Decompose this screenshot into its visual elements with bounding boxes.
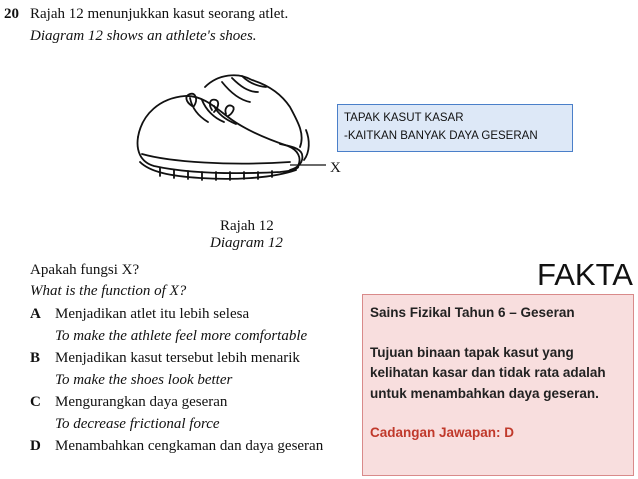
option-a-letter: A — [30, 306, 41, 322]
fact-box — [362, 294, 634, 476]
question-text-malay: Rajah 12 menunjukkan kasut seorang atlet. — [30, 6, 289, 22]
athlete-shoes-illustration — [130, 62, 330, 197]
fact-subject: Sains Fizikal Tahun 6 – Geseran — [370, 305, 575, 320]
annotation-box — [337, 104, 573, 152]
fact-explanation: Tujuan binaan tapak kasut yang kelihatan kasar dan tidak rata adalah untuk menambahkan daya geseran. — [370, 344, 606, 401]
option-b-letter: B — [30, 350, 41, 366]
pointer-label-x: X — [330, 160, 341, 176]
question-text-english: Diagram 12 shows an athlete's shoes. — [30, 28, 257, 44]
option-c-malay: Mengurangkan daya geseran — [55, 394, 228, 410]
option-b-malay: Menjadikan kasut tersebut lebih menarik — [55, 350, 300, 366]
diagram-caption-malay: Rajah 12 — [220, 218, 274, 234]
option-b-english: To make the shoes look better — [55, 372, 233, 388]
option-a-malay: Menjadikan atlet itu lebih selesa — [55, 306, 250, 322]
option-d-letter: D — [30, 438, 41, 454]
option-c-english: To decrease frictional force — [55, 416, 220, 432]
annotation-line-2: -KAITKAN BANYAK DAYA GESERAN — [344, 130, 538, 142]
fakta-heading: FAKTA — [537, 257, 633, 292]
option-c-letter: C — [30, 394, 41, 410]
option-a-english: To make the athlete feel more comfortable — [55, 328, 308, 344]
option-d-malay: Menambahkan cengkaman dan daya geseran — [55, 438, 324, 454]
question-number: 20 — [4, 6, 19, 22]
prompt-english: What is the function of X? — [30, 283, 187, 299]
annotation-line-1: TAPAK KASUT KASAR — [344, 112, 464, 124]
diagram-caption-english: Diagram 12 — [210, 235, 283, 251]
prompt-malay: Apakah fungsi X? — [30, 262, 140, 278]
fact-answer: Cadangan Jawapan: D — [370, 425, 515, 440]
